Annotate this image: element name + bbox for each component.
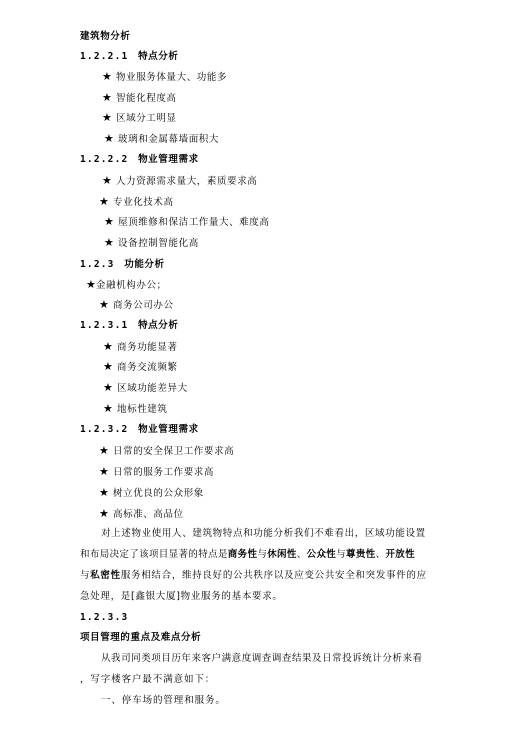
black-star-icon: ★: [103, 340, 114, 353]
list-item: ★ 日常的服务工作要求高: [99, 465, 215, 478]
section-number: 1.2.2.1: [80, 51, 129, 62]
section-number: 1.2.3.2: [80, 424, 129, 435]
black-star-icon: ★: [99, 507, 110, 520]
section-number: 1.2.3.3: [80, 612, 129, 623]
list-item: ★ 人力资源需求量大，素质要求高: [102, 174, 258, 187]
list-item: ★ 专业化技术高: [99, 195, 174, 208]
paragraph-line: 一、停车场的管理和服务。: [101, 695, 226, 706]
section-number: 1.2.3.1: [80, 320, 129, 331]
black-star-icon: ★: [102, 111, 113, 124]
list-item: ★ 树立优良的公众形象: [99, 486, 204, 499]
section-heading: [80, 320, 178, 332]
black-star-icon: ★: [103, 402, 114, 415]
list-item: ★ 屋顶维修和保洁工作量大、难度高: [104, 215, 270, 228]
black-star-icon: ★: [86, 278, 97, 291]
list-item: ★ 区域功能差异大: [103, 381, 188, 394]
black-star-icon: ★: [103, 381, 114, 394]
list-item: ★ 智能化程度高: [102, 91, 177, 104]
section-title: 功能分析: [124, 259, 165, 270]
list-item: ★ 物业服务体量大、功能多: [102, 70, 228, 83]
section-number: 1.2.2.2: [80, 154, 129, 165]
paragraph-line: 对上述物业使用人、建筑物特点和功能分析我们不难看出，区域功能设置: [101, 528, 426, 539]
black-star-icon: ★: [102, 70, 113, 83]
list-item: ★ 区域分工明显: [102, 111, 177, 124]
black-star-icon: ★: [99, 444, 110, 457]
section-heading: [80, 259, 165, 271]
paragraph-line: 与私密性服务相结合，维持良好的公共秩序以及应变公共安全和突发事件的应: [80, 570, 427, 581]
list-item: ★ 地标性建筑: [103, 402, 168, 415]
section-title: 特点分析: [138, 51, 179, 62]
list-item: ★ 商务公司办公: [99, 298, 174, 311]
black-star-icon: ★: [99, 465, 110, 478]
section-title: 物业管理需求: [138, 154, 199, 165]
black-star-icon: ★: [99, 486, 110, 499]
paragraph-line: 和布局决定了该项目显著的特点是商务性与休闲性、公众性与尊贵性、开放性: [80, 549, 416, 560]
list-item: ★ 高标准、高品位: [99, 507, 184, 520]
black-star-icon: ★: [102, 91, 113, 104]
section-heading: [80, 51, 178, 63]
black-star-icon: ★: [102, 174, 113, 187]
list-item: ★金融机构办公；: [86, 278, 167, 291]
black-star-icon: ★: [103, 360, 114, 373]
section-number: 1.2.3: [80, 259, 115, 270]
list-item: ★ 玻璃和金属幕墙面积大: [104, 132, 220, 145]
section-heading: [80, 424, 199, 436]
section-heading: [80, 154, 199, 166]
document-title: 建筑物分析: [80, 31, 131, 42]
list-item: ★ 日常的安全保卫工作要求高: [99, 444, 235, 457]
black-star-icon: ★: [104, 132, 115, 145]
black-star-icon: ★: [104, 215, 115, 228]
paragraph-line: 急处理，是[鑫银大厦]物业服务的基本要求。: [80, 591, 283, 602]
list-item: ★ 设备控制智能化高: [104, 236, 199, 249]
list-item: ★ 商务功能显著: [103, 340, 178, 353]
section-title: 项目管理的重点及难点分析: [80, 632, 202, 643]
black-star-icon: ★: [99, 195, 110, 208]
list-item: ★ 商务交流频繁: [103, 360, 178, 373]
black-star-icon: ★: [99, 298, 110, 311]
paragraph-line: 从我司同类项目历年来客户满意度调查调查结果及日常投诉统计分析来看: [101, 653, 423, 664]
paragraph-line: ，写字楼客户最不满意如下：: [80, 674, 216, 685]
black-star-icon: ★: [104, 236, 115, 249]
section-title: 特点分析: [138, 320, 179, 331]
section-title: 物业管理需求: [138, 424, 199, 435]
